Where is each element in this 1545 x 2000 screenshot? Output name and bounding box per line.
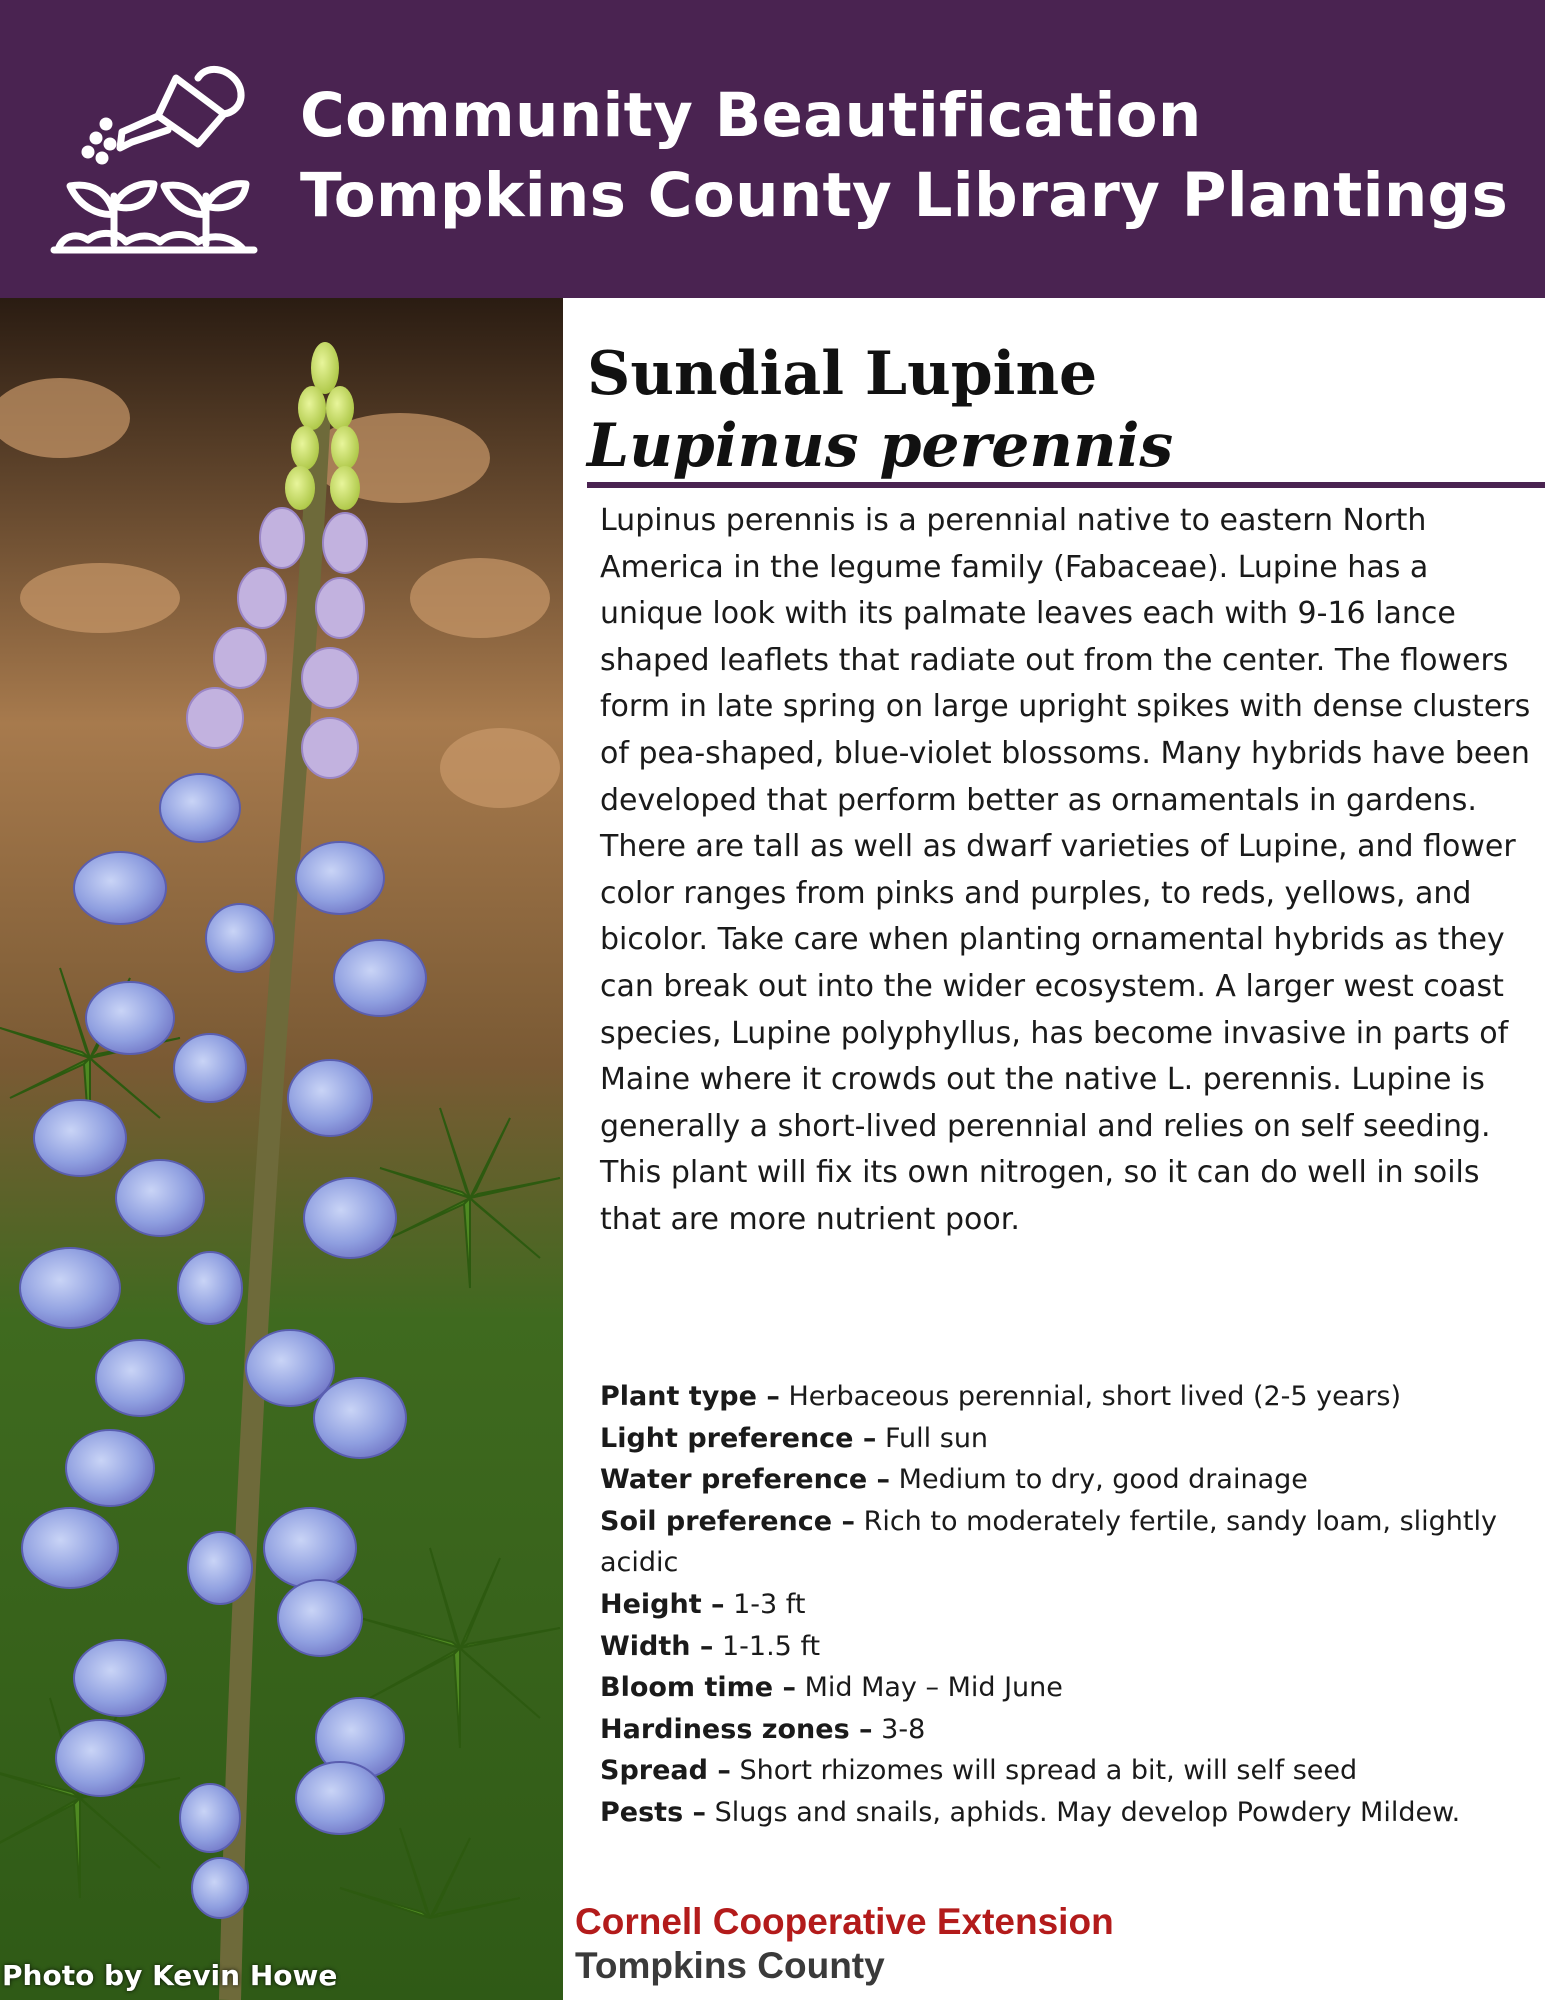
plant-description: Lupinus perennis is a perennial native to eastern North America in the legume family (Fabaceae). Lupine has a unique look with its palmate leaves each with 9-16 lance shaped leaflets that radiate out from the center. The flowers form in late spring on large upright spikes with dense clusters of pea-shaped, blue-violet blossoms. Many hybrids have been developed that perform better as ornamentals in gardens. There are tall as well as dwarf varieties of Lupine, and flower color ranges from pinks and purples, to reds, yellows, and bicolor. Take care when planting ornamental hybrids as they can break out into the wider ecosystem. A larger west coast species, Lupine polyphyllus, has become invasive in parts of Maine where it crowds out the native L. perennis. Lupine is generally a short-lived perennial and relies on self seeding. This plant will fix its own nitrogen, so it can do well in soils that are more nutrient poor.: [600, 503, 1531, 1237]
attr-soil-preference: [600, 1501, 1535, 1584]
attr-value: Short rhizomes will spread a bit, will self seed: [739, 1755, 1358, 1787]
attr-value: Slugs and snails, aphids. May develop Powdery Mildew.: [714, 1796, 1461, 1828]
attr-value: Medium to dry, good drainage: [898, 1464, 1308, 1496]
cce-logo-line2: Tompkins County: [575, 1945, 885, 1986]
page-header: [0, 0, 1545, 298]
watering-can-seedlings-icon: [48, 44, 260, 256]
attr-label: Hardiness zones –: [600, 1713, 873, 1745]
attr-label: Spread –: [600, 1755, 731, 1787]
header-title: [300, 76, 1508, 236]
title-divider: [587, 482, 1545, 488]
header-title-line2: Tompkins County Library Plantings: [300, 160, 1509, 231]
attr-height: [600, 1584, 1535, 1626]
attr-value: Rich to moderately fertile, sandy loam, slightly acidic: [600, 1505, 1497, 1579]
attr-width: [600, 1626, 1535, 1668]
attr-pests: [600, 1792, 1535, 1834]
plant-scientific-name: Lupinus perennis: [587, 411, 1174, 481]
lupine-flower-illustration: [0, 298, 563, 2000]
attr-value: Herbaceous perennial, short lived (2-5 years): [788, 1381, 1402, 1412]
attr-value: 3-8: [881, 1713, 926, 1745]
attr-label: Water preference –: [600, 1464, 891, 1496]
attr-water-preference: [600, 1459, 1535, 1501]
attr-plant-type: [600, 1376, 1535, 1418]
attr-value: 1-3 ft: [733, 1588, 806, 1620]
attr-bloom-time: [600, 1667, 1535, 1709]
attr-value: Mid May – Mid June: [804, 1672, 1063, 1704]
attr-value: 1-1.5 ft: [722, 1630, 821, 1662]
attr-label: Plant type –: [600, 1381, 780, 1412]
photo-credit: Photo by Kevin Howe: [2, 1959, 338, 1992]
attr-label: Soil preference –: [600, 1505, 855, 1537]
attr-label: Bloom time –: [600, 1672, 796, 1704]
plant-content: [587, 298, 1545, 2000]
attr-label: Width –: [600, 1630, 714, 1662]
attr-label: Light preference –: [600, 1422, 877, 1454]
attr-spread: [600, 1750, 1535, 1792]
header-title-line1: Community Beautification: [300, 80, 1202, 151]
attr-light-preference: [600, 1418, 1535, 1460]
attr-label: Pests –: [600, 1796, 707, 1828]
lupine-photo: [0, 298, 563, 2000]
plant-attributes: [600, 1376, 1535, 1834]
plant-common-name: Sundial Lupine: [587, 339, 1098, 409]
attr-value: Full sun: [885, 1422, 989, 1454]
cce-logo-line1: Cornell Cooperative Extension: [575, 1901, 1114, 1942]
attr-hardiness-zones: [600, 1709, 1535, 1751]
attr-label: Height –: [600, 1588, 725, 1620]
